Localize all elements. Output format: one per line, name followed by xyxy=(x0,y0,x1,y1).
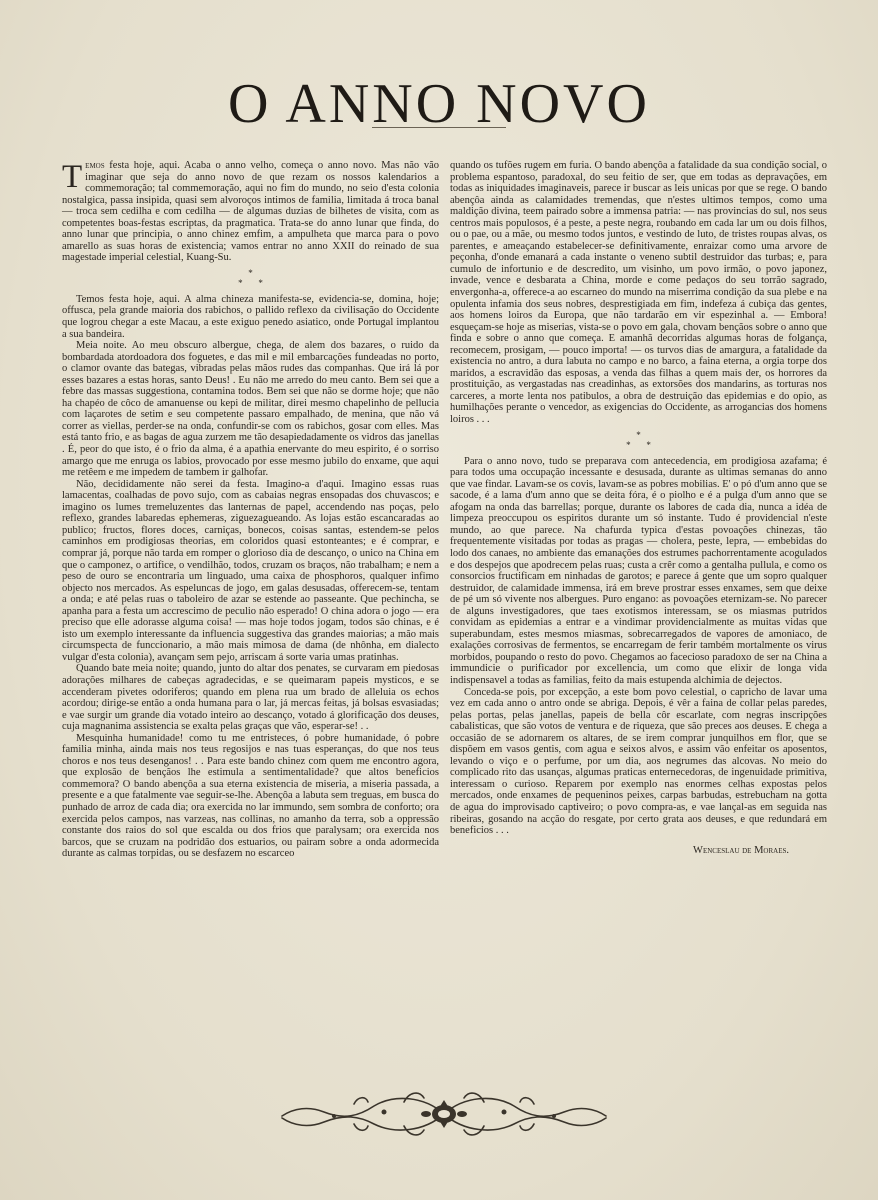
asterisk-pair-icon: * * xyxy=(626,439,651,450)
body-paragraph: Não, decididamente não serei da festa. Imagino-a d'aqui. Imagino essas ruas lamacentas, coalhadas de povo sujo, com as cabaias negras ensopadas dos chuvascos; e imagino os lumes tremeluzentes das lanternas de papel, accendendo nas poças, pelo reflexo, grandes labaredas ephemeras, ziguezagueando. As lojas estão escancaradas ao publico; fructos, flores doces, carniças, bonecos, coisas santas, estendem-se pelos caminhos em prodigiosas theorias, em coloridos quasi estonteantes; e é comprar, e comprar já, porque não tarda em romper o glorioso dia de descanço, o unico na China em que o camponez, o artifice, o vendilhão, todos, cruzam os braços, não trabalham; e nem a peso de ouro se encontraria um linguado, uma caixa de phosphoros, qualquer infimo objecto nos mercados. As espeluncas de jogo, em galas desusadas, offerecem-se, tentam a onda; e até pelas ruas o taboleiro de azar se estende ao passeante. Que pechincha, se apanha para a festa um accrescimo de peculio não esperado! O china adora o jogo — era preciso que elle adorasse alguma coisa! — mas hoje todos jogam, todos são chinas, e é isto um exemplo interessante da influencia suggestiva das grandes maiorias; a mão mais circumspecta de funccionario, a mão mais mimosa de dama (de nhônha, em dialecto vulgar d'esta colonia), avançam sem pejo, arriscam á sorte varia umas pratinhas. xyxy=(62,478,439,663)
asterisk-icon: * xyxy=(248,267,253,278)
right-column xyxy=(450,160,827,856)
body-paragraph: quando os tufões rugem em furia. O bando abençôa a fatalidade da sua condição social, o problema espantoso, paradoxal, do seu feitio de ser, que em todas as depravações, em todas as iniquidades imaginaveis, parece ir buscar as leis unicas por que se rege. O bando abençôa ainda as calamidades tremendas, que n'estes ultimos tempos, como uma maldição divina, teem pairado sobre a immensa patria: — nas provincias do sul, nos seus centros mais populosos, é a peste, a peste negra, roubando em cada lar um ou dois filhos, ou o pae, ou a mãe, ou mesmo todos juntos, e vestindo de luto, de tristes roupas alvas, os parentes, e ameaçando estabelecer-se definitivamente, enraizar como uma arvore de peçonha, d'onde emanará a cada instante o veneno subtil destruidor das turbas; e, para cumulo de infortunio e de descredito, um visinho, um povo irmão, o povo japonez, invade, vence e desbarata a China, morde e come pedaços do seu torrão sagrado, envergonha-a, offerece-a ao escarneo do mundo na miserrima condição da sua plebe e na opulenta infamia dos seus nobres, desprestigiada em fim, indefeza á cubiça das gentes, aos homens loiros da Europa, que não tardarão em vir espezinhal a. — Embora! esqueçam-se hoje as miserias, vista-se o povo em gala, chovam bençãos sobre o anno que finda e sobre o anno que começa. E amanhã decorridas algumas horas de folgança, recomecem, prosigam, — pouco importa! — os turvos dias de amargura, a fatalidade da existencia no antro, a dura labuta no campo e no barco, a faina eterna, a orgia torpe dos maridos, a escravidão das esposas, a venda das filhas a quem mais der, os horrores da prostituição, as vergastadas nas creadinhas, as extorsões dos mandarins, as torturas nos carceres, a morte lenta nos patibulos, a obra de destruição das epidemias e do opio, as humilhações perante o vencedor, as exigencias do Occidente, as arrogancias dos homens loiros . . . xyxy=(450,160,827,426)
page-title: O ANNO NOVO xyxy=(228,72,650,135)
body-paragraph: Mesquinha humanidade! como tu me entristeces, ó pobre humanidade, ó pobre familia minha, ainda mais nos teus regosijos e nas tuas esperanças, do que nos teus choros e nos teus desenganos! . . Para este bando chinez com quem me encontro agora, que explosão de bençãos lhe estimula a sentimentalidade? que altos beneficios commemora? O bando abençôa a sua eterna existencia de miseria, a miseria passada, a presente e a que fatalmente vae seguir-se-lhe. Abençôa a labuta sem treguas, em busca do punhado de arroz de cada dia; ora exercida no lar immundo, sem sombra de conforto; ora exercida pelos campos, nas varzeas, nas collinas, no amanho da terra, sob a oppressão constante dos raios do sol que escalda ou dos frios que paralysam; ora exercida nos barcos, que se cruzam na podridão dos estuarios, ou pairam sobre a onda adormecida durante as calmas torpidas, ou se desfazem no escarceo xyxy=(62,732,439,860)
title-divider xyxy=(372,127,506,128)
asterism-divider xyxy=(450,430,827,450)
floral-ornament-icon xyxy=(274,1086,614,1142)
body-paragraph: Para o anno novo, tudo se preparava com antecedencia, em prodigiosa azafama; é para todos uma occupação incessante e desusada, durante as ultimas semanas do anno que vae findar. Lavam-se os covis, lavam-se as pobres mobilias. E' o pó d'um anno que se sacode, é a lama d'um anno que se deita fóra, é o piolho e é a pulga d'um anno que se afogam na onda das barrellas; porque, durante os labores de cada dia, nunca a idéa de limpeza preoccupou os espiritos durante um só instante. Tudo é providencial n'este mundo, ao que parece. Na chafurda typica d'estas povoações chinezas, tão frequentemente visitadas por todas as pragas — cholera, peste, lepra, — embebidas do lodo dos canaes, no ambiente das emanações dos estrumes pachorrentamente acogulados e dos despejos que apodrecem pelas ruas; custa a crêr como a gentalha pullula, e como os consorcios fructificam em ninhadas de garotos; e parece á gente que um sopro qualquer destruidor, de calamidade immensa, irá em breve prostrar esses enxames, sem que deixe de pé um só vivente nos albergues. Puro engano: as povoações eternizam-se. No parecer de alguns investigadores, que taes exotismos interessam, se os miasmas putridos convidam as epidemias a entrar e a vindimar providencialmente as muitas vidas que superabundam, estes mesmos miasmas, sobrecarregados de vapores de amoniaco, de exalações corrosivas de fermentos, se encarregam de ferir também mortalmente os virus morbidos, poupando o resto do povo. Chegamos ao facecioso paradoxo de ser na China a immundicie o purificador por excellencia, um como que elixir de longa vida indispensavel a todas as familias, feito da mais estupenda alchimia de dejectos. xyxy=(450,455,827,686)
intro-paragraph xyxy=(62,160,439,264)
body-paragraph: Quando bate meia noite; quando, junto do altar dos penates, se curvaram em piedosas adorações milhares de cabeças agradecidas, e se queimaram papeis mysticos, e se accenderam pivetes odoriferos; quando em plena rua um brado de alleluia os echos acordou; dirige-se então a onda humana para o lar, já mercas feitas, já bolsas esvasiadas; e vae surgir um grande dia votado inteiro ao descanço, votado á glorificação dos deuses, cuja magnanima assistencia se exalta pelas graças que vão, esperar-se! . . xyxy=(62,663,439,733)
body-paragraph: Meia noite. Ao meu obscuro albergue, chega, de alem dos bazares, o ruido da bombardada atordoadora dos foguetes, e das mil e mil embarcações fundeadas no porto, o clamor ovante das bategas, vibradas pelas mãos rudes das companhas. Que irá lá por esses bazares a estas horas, santo Deus! . Eu não me arredo do meu canto. Bem sei que a febre das massas suggestiona, contamina todos. Bem sei que não se dorme hoje; que não ha chapéo de côco de amanuense ou kepi de militar, direi mesmo chapelinho de pellucia com laçarotes de setim e seu competente passaro empalhado, de menina, que não vá correr as viellas, perder-se na onda, confundir-se com os rabichos, gosar com elles. Mas está tanto frio, e as bagas de agua zurzem me tão desapiedadamente os vidros das janellas . É, peor do que isto, é o frio da alma, é a apathia enervante do meu espirito, é o sorriso amargo que me enruga os labios, provocado por esse mesmo jubilo do enxame, que aqui me retêem e me impedem de tambem ir galhofar. xyxy=(62,340,439,479)
asterisk-icon: * xyxy=(636,429,641,440)
intro-lead: emos xyxy=(85,160,105,171)
drop-cap: T xyxy=(62,159,83,195)
body-paragraph: Temos festa hoje, aqui. A alma chineza manifesta-se, evidencia-se, domina, hoje; offusca, pela grande maioria dos rabichos, o pallido reflexo da civilisação do Occidente que logrou chegar a este Macau, a este exiguo penedo asiatico, onde Portugal implantou a sua bandeira. xyxy=(62,293,439,340)
asterism-divider xyxy=(62,268,439,288)
asterisk-pair-icon: * * xyxy=(238,277,263,288)
intro-text: festa hoje, aqui. Acaba o anno velho, começa o anno novo. Mas não vão imaginar que seja do anno novo de que rezam os nossos kalendarios a commemoração; tal commemoração, aqui no fim do mundo, no seio d'esta colonia nostalgica, passa insipida, quasi sem alvoroços intimos de familia, limitada á troca banal — troca sem cedilha e com cedilha — de algumas duzias de bilhetes de visita, com as competentes boas-festas escriptas, da pragmatica. Trata-se do anno lunar que finda, do anno lunar que principia, o anno chinez emfim, a ampulheta que marca para o povo amarello as suas horas de existencia; vamos entrar no anno XXII do reinado de sua magestade imperial celestial, Kuang-Su. xyxy=(62,160,439,264)
left-column xyxy=(62,160,439,860)
body-paragraph: Conceda-se pois, por excepção, a este bom povo celestial, o capricho de lavar uma vez em cada anno o antro onde se abriga. Depois, é vêr a faina de collar pelas paredes, pelas portas, pelas janellas, papeis de bella côr escarlate, com negras inscripções cabalisticas, que são votos de ventura e de riqueza, que são preces aos deuses. E chega a occasião de se adornarem os altares, de se irem comprar junquilhos em flor, que se dispõem em vasos gentis, com agua e seixos alvos, e assim vão enfeitar os aposentos, levando o viço e o perfume, por um dia, aos negrumes das alcovas. No meio do complicado rito das usanças, algumas praticas enternecedoras, de ingenuidade primitiva, interessam o curioso. Reparem por exemplo nas enormes celhas expostas pelos mercados, onde enxames de pequeninos peixes, carpas barbudas, estrebucham na gotta de agua do improvisado captiveiro; o povo compra-as, e vae lançal-as em seguida nas ribeiras, gosando na acção do resgate, por certo grata aos deuses, e que redundará em beneficios . . . xyxy=(450,686,827,837)
author-signature: Wenceslau de Moraes. xyxy=(693,844,789,856)
